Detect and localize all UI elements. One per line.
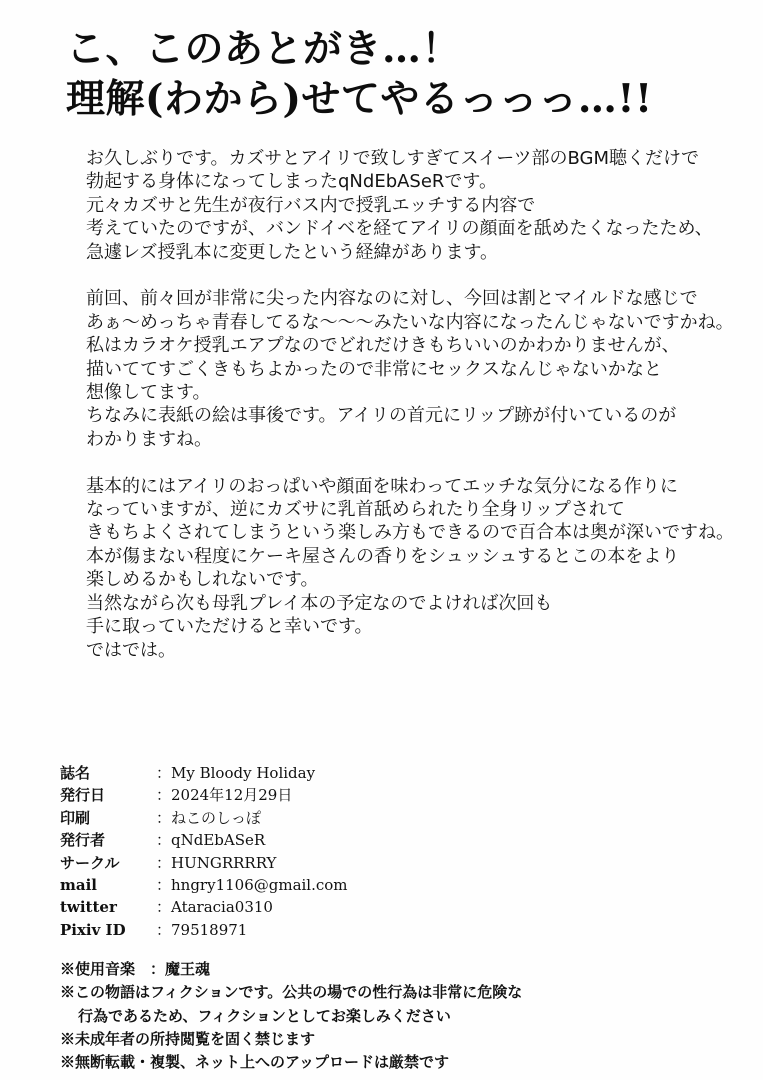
body-line: 考えていたのですが、バンドイベを経てアイリの顔面を舐めたくなったため、 (86, 218, 713, 240)
body-line: 想像してます。 (86, 382, 211, 404)
colophon-key: Pixiv ID (60, 920, 126, 939)
notices (60, 958, 522, 1074)
body-line: なっていますが、逆にカズサに乳首舐められたり全身リップされて (86, 499, 625, 521)
colophon-value: ：ねこのしっぽ (156, 808, 262, 827)
notice-fiction-continued: 行為であるため、フィクションとしてお楽しみください (78, 1006, 451, 1025)
body-line: わかりますね。 (86, 428, 212, 450)
colophon-key: 発行日 (60, 786, 106, 805)
colophon-row-twitter (60, 896, 348, 918)
body-line: あぁ～めっちゃ青春してるな～～～みたいな内容になったんじゃないですかね。 (86, 311, 734, 333)
body-line: きもちよくされてしまうという楽しみ方もできるので百合本は奥が深いですね。 (86, 522, 734, 544)
body-line: 当然ながら次も母乳プレイ本の予定なのでよければ次回も (86, 592, 553, 614)
body-line: お久しぶりです。カズサとアイリで致しすぎてスイーツ部のBGM聴くだけで (86, 148, 700, 169)
colophon-key: 発行者 (60, 831, 106, 850)
colophon-value: ：2024年12月29日 (156, 786, 293, 805)
notice-reprint: ※無断転載・複製、ネット上へのアップロードは厳禁です (60, 1053, 449, 1072)
colophon (60, 762, 348, 941)
body-line: 元々カズサと先生が夜行バス内で授乳エッチする内容で (86, 194, 536, 216)
notice-fiction: ※この物語はフィクションです。公共の場での性行為は非常に危険な (60, 983, 523, 1002)
colophon-value: ：qNdEbASeR (156, 831, 266, 850)
body-line: 本が傷まない程度にケーキ屋さんの香りをシュッシュするとこの本をより (86, 545, 680, 567)
title-line-1: こ、このあとがき…！ (66, 26, 462, 72)
body-line: 私はカラオケ授乳エアプなのでどれだけきもちいいのかわかりませんが、 (86, 335, 680, 357)
notice-minors: ※未成年者の所持閲覧を固く禁じます (60, 1029, 316, 1048)
body-line: 描いててすごくきもちよかったので非常にセックスなんじゃないかなと (86, 358, 662, 380)
body-line: 急遽レズ授乳本に変更したという経緯があります。 (86, 241, 499, 263)
body-line: 楽しめるかもしれないです。 (86, 569, 319, 591)
afterword-body (86, 147, 756, 662)
body-line: 前回、前々回が非常に尖った内容なのに対し、今回は割とマイルドな感じで (86, 288, 698, 310)
body-line: ではでは。 (86, 639, 176, 661)
colophon-key: twitter (60, 898, 117, 917)
notice-music: ※使用音楽 ：魔王魂 (60, 960, 211, 978)
title-line-2: 理解(わから)せてやるっっっ…!! (66, 76, 653, 122)
body-line: ちなみに表紙の絵は事後です。アイリの首元にリップ跡が付いているのが (86, 405, 677, 427)
colophon-row-title (60, 762, 348, 784)
colophon-key: 印刷 (60, 808, 91, 827)
colophon-key: mail (60, 876, 97, 895)
paragraph-1 (86, 147, 756, 264)
body-line: 勃起する身体になってしまったqNdEbASeRです。 (86, 171, 497, 193)
colophon-key: サークル (60, 853, 120, 872)
colophon-key: 誌名 (60, 764, 91, 782)
colophon-row-mail (60, 874, 348, 896)
colophon-value: ：Ataracia0310 (156, 898, 273, 917)
colophon-row-pixiv (60, 919, 348, 941)
colophon-row-date (60, 784, 348, 806)
colophon-value: ：79518971 (156, 920, 248, 939)
colophon-value: ：hngry1106@gmail.com (156, 876, 348, 895)
colophon-value: ：My Bloody Holiday (156, 764, 316, 782)
body-line: 基本的にはアイリのおっぱいや顔面を味わってエッチな気分になる作りに (86, 475, 678, 497)
paragraph-2 (86, 287, 756, 451)
colophon-row-publisher (60, 829, 348, 851)
colophon-value: ：HUNGRRRRY (156, 853, 277, 872)
colophon-row-printer (60, 807, 348, 829)
afterword-title (66, 24, 653, 124)
colophon-row-circle (60, 852, 348, 874)
body-line: 手に取っていただけると幸いです。 (86, 616, 373, 638)
paragraph-3 (86, 475, 756, 662)
